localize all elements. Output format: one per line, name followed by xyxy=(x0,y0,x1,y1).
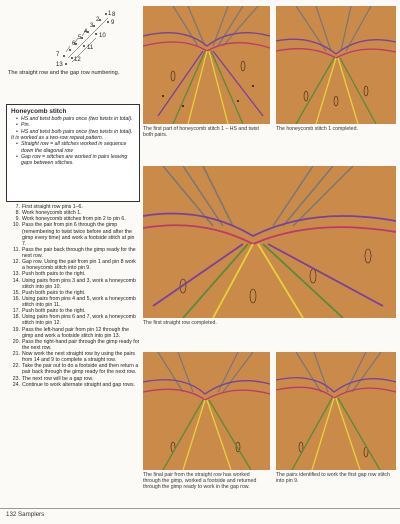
stitch-bullets xyxy=(11,116,135,135)
step-item: 8. Work honeycomb stitch 1. xyxy=(15,210,82,217)
step-item: 15. Push both pairs to the right. xyxy=(12,289,86,296)
step-item: 14. Using pairs from pins 3 and 3, work a honeycomb stitch into pin 10. xyxy=(12,277,136,290)
photo-honeycomb-completed xyxy=(276,6,396,124)
pin-numbering-diagram xyxy=(8,6,136,68)
instruction-steps xyxy=(10,204,140,388)
photo3-caption: The first straight row completed. xyxy=(143,320,217,326)
step-item: 24. Continue to work alternate straight and gap rows. xyxy=(12,381,136,388)
step-item: 13. Push both pairs to the right. xyxy=(12,271,86,278)
diagram-number: 13 xyxy=(56,62,63,68)
row-definition: • Straight row = all stitches worked in sequence down the diagonal row xyxy=(17,141,135,154)
row-definitions xyxy=(11,141,135,166)
footer-divider xyxy=(0,508,400,509)
diagram-number: 6 xyxy=(72,41,76,47)
diagram-number: 10 xyxy=(99,33,106,39)
step-item: 18. Using pairs from pins 6 and 7, work a honeycomb stitch into pin 12. xyxy=(12,314,136,327)
diagram-number: 11 xyxy=(87,45,94,51)
stitch-bullet: • HS and twist both pairs once (two twists in total). xyxy=(17,116,135,122)
step-item: 22. Take the pair out to do a footside and then return a pair back through the gimp ready for the next row. xyxy=(12,363,139,376)
photo-final-pair-footside xyxy=(143,352,270,470)
step-item: 12. Gap row. Using the pair from pin 1 and pin 8 work a honeycomb stitch into pin 9. xyxy=(12,259,136,272)
diagram-caption: The straight row and the gap row numbering. xyxy=(8,70,120,76)
photo5-caption: The pairs identified to work the first gap row stitch into pin 9. xyxy=(276,472,390,485)
step-item: 16. Using pairs from pins 4 and 5, work a honeycomb stitch into pin 11. xyxy=(12,295,136,308)
photo1-caption: The first part of honeycomb stitch 1 – HS and twist both pairs. xyxy=(143,126,259,139)
diagram-number: 9 xyxy=(111,20,115,26)
page-footer: 132 Samplers xyxy=(6,511,45,518)
step-item: 10. Pass the pair from pin 6 through the gimp (remembering to twist twice before and after the gimp every time) and work a footside stitch at pin 7. xyxy=(12,222,135,247)
diagram-number: 2 xyxy=(96,17,100,23)
photo-honeycomb-part1 xyxy=(143,6,270,124)
photo4-caption: The final pair from the straight row has worked through the gimp, worked a footside and returned through the gimp ready to work in the gap row. xyxy=(143,472,257,491)
row-definition: • Gap row = stitches are worked in pairs leaving gaps between stitches. xyxy=(17,154,135,167)
diagram-number: 1 xyxy=(108,11,112,17)
step-item: 19. Pass the left-hand pair from pin 12 through the gimp and work a footside stitch into pin 13. xyxy=(12,326,129,339)
step-item: 20. Pass the right-hand pair through the gimp ready for the next row. xyxy=(12,338,140,351)
diagram-number: 5 xyxy=(78,35,82,41)
step-item: 7. First straight row pins 1–6. xyxy=(15,204,83,210)
stitch-bullet: • HS and twist both pairs once (two twists in total). xyxy=(17,129,135,135)
stitch-bullet: • Pin. xyxy=(17,122,135,128)
step-item: 21. Now work the next straight row by using the pairs from 14 and 9 to complete a straight row. xyxy=(12,351,136,364)
photo2-caption: The honeycomb stitch 1 completed. xyxy=(276,126,358,132)
photo-first-straight-row xyxy=(143,166,396,318)
step-item: 17. Push both pairs to the right. xyxy=(12,308,86,315)
step-item: 11. Pass the pair back through the gimp ready for the next row. xyxy=(13,246,136,259)
step-item: 9. Work honeycomb stitches from pin 2 to pin 6. xyxy=(15,216,126,223)
diagram-number: 4 xyxy=(84,29,88,35)
diagram-number: 12 xyxy=(74,57,81,63)
diagram-number: 7 xyxy=(56,52,60,58)
photo-first-gap-row-pairs xyxy=(276,352,396,470)
diagram-number: 8 xyxy=(112,12,116,18)
step-item: 23. The next row will be a gap row. xyxy=(12,375,94,382)
diagram-number: 3 xyxy=(90,23,94,29)
honeycomb-stitch-box xyxy=(6,104,140,202)
stitch-title: Honeycomb stitch xyxy=(11,108,67,115)
repeat-note: It is worked as a two-row repeat pattern. xyxy=(11,135,104,142)
